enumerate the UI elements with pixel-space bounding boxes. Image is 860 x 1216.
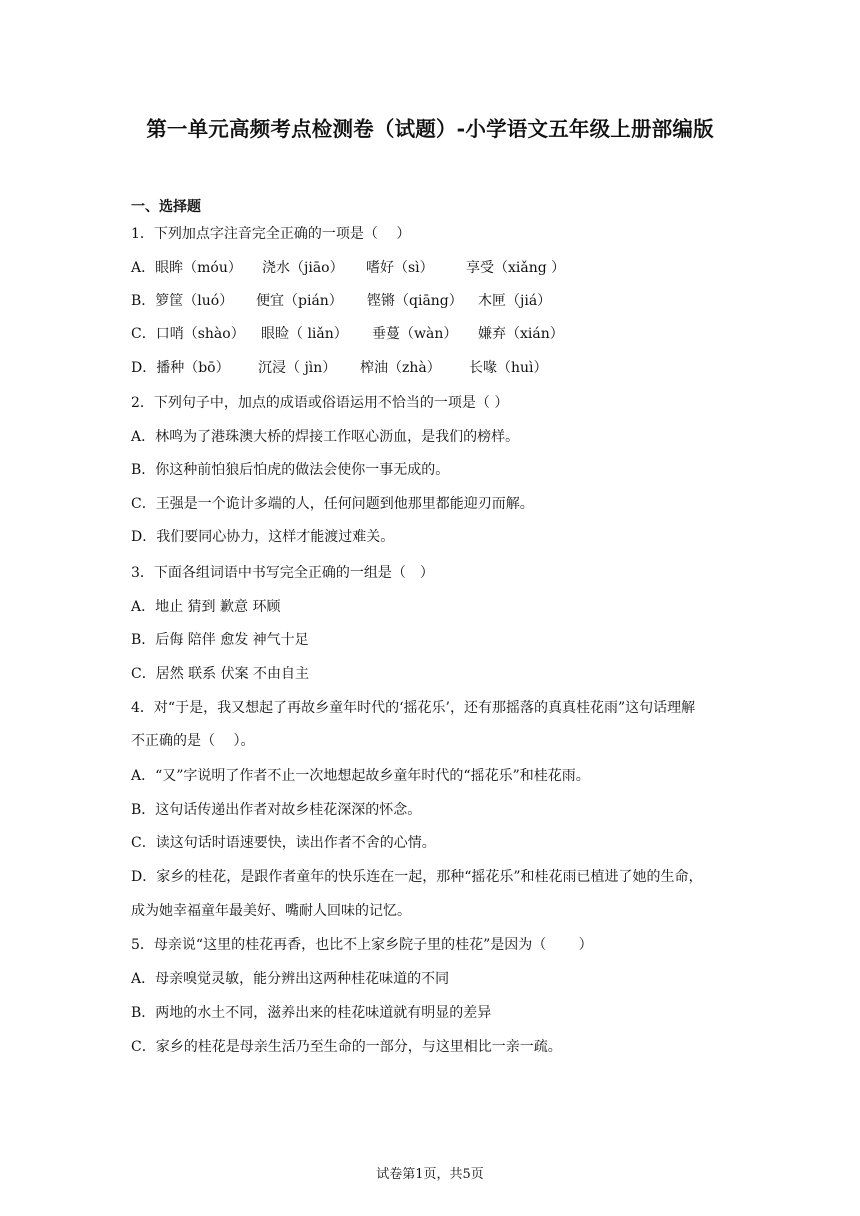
question-5-stem: 5．母亲说“这里的桂花再香，也比不上家乡院子里的桂花”是因为（ ） xyxy=(131,937,593,953)
page-title: 第一单元高频考点检测卷（试题）-小学语文五年级上册部编版 xyxy=(146,117,714,141)
option-d-word-3: 榨油（zhà） xyxy=(360,360,441,376)
question-1-option-a xyxy=(131,258,565,278)
option-b-word-3: 铿锵（qiāng） xyxy=(367,293,463,309)
question-2-option-a: A．林鸣为了港珠澳大桥的焊接工作呕心沥血，是我们的榜样。 xyxy=(131,429,520,445)
question-4-stem-line-1: 4．对“于是，我又想起了再故乡童年时代的‘摇花乐’，还有那摇落的真真桂花雨”这句话理解 xyxy=(131,700,696,716)
option-d-word-4: 长喙（huì） xyxy=(469,360,548,376)
question-4-option-c: C．读这句话时语速要快，读出作者不舍的心情。 xyxy=(131,835,436,851)
option-b-word-4: 木匣（jiá） xyxy=(478,293,552,309)
option-c-word-4: 嫌弃（xián） xyxy=(478,326,564,342)
question-4-option-d-line-2: 成为她幸福童年最美好、嘴耐人回味的记忆。 xyxy=(131,903,411,919)
option-a-word-1: A．眼眸（móu） xyxy=(131,260,242,276)
option-d-word-2: 沉浸（ jìn） xyxy=(258,360,337,376)
question-4-option-a: A．“又”字说明了作者不止一次地想起故乡童年时代的“摇花乐”和桂花雨。 xyxy=(131,768,590,784)
question-2-option-c: C．王强是一个诡计多端的人，任何问题到他那里都能迎刃而解。 xyxy=(131,496,534,512)
option-c-word-1: C．口哨（shào） xyxy=(131,326,245,342)
question-5-option-b: B．两地的水土不同，滋养出来的桂花味道就有明显的差异 xyxy=(131,1005,492,1021)
question-1-option-c xyxy=(131,324,564,344)
question-4-option-b: B．这句话传递出作者对故乡桂花深深的怀念。 xyxy=(131,802,422,818)
option-d-word-1: D．播种（bō） xyxy=(131,360,230,376)
question-1-option-d xyxy=(131,358,548,378)
question-3-option-c: C．居然 联系 伏案 不由自主 xyxy=(131,666,310,682)
question-5-option-c: C．家乡的桂花是母亲生活乃至生命的一部分，与这里相比一亲一疏。 xyxy=(131,1039,562,1055)
question-4-stem-line-2: 不正确的是（ ）。 xyxy=(131,733,255,749)
question-2-stem: 2．下列句子中，加点的成语或俗语运用不恰当的一项是（ ） xyxy=(131,395,509,411)
question-2-option-d: D．我们要同心协力，这样才能渡过难关。 xyxy=(131,529,395,545)
question-1-stem: 1．下列加点字注音完全正确的一项是（ ） xyxy=(131,226,411,242)
option-c-word-2: 眼睑（ liǎn） xyxy=(261,326,348,342)
option-a-word-4: 享受（xiǎng ） xyxy=(466,260,566,276)
option-c-word-3: 垂蔓（wàn） xyxy=(372,326,458,342)
option-b-word-2: 便宜（pián） xyxy=(256,293,343,309)
question-3-option-b: B．后侮 陪伴 愈发 神气十足 xyxy=(131,632,309,648)
section-heading: 一、选择题 xyxy=(131,199,201,215)
option-a-word-3: 嗜好（sì） xyxy=(366,260,434,276)
option-b-word-1: B．箩筐（luó） xyxy=(131,293,234,309)
page-footer: 试卷第1页，共5页 xyxy=(376,1167,484,1182)
question-3-option-a: A．地止 猜到 歉意 环顾 xyxy=(131,599,281,615)
question-4-option-d-line-1: D．家乡的桂花，是跟作者童年的快乐连在一起，那种“摇花乐”和桂花雨已植进了她的生命， xyxy=(131,869,703,885)
question-2-option-b: B．你这种前怕狼后怕虎的做法会使你一事无成的。 xyxy=(131,462,450,478)
question-5-option-a: A．母亲嗅觉灵敏，能分辨出这两种桂花味道的不同 xyxy=(131,971,450,987)
question-1-option-b xyxy=(131,291,551,311)
option-a-word-2: 浇水（jiāo） xyxy=(262,260,344,276)
question-3-stem: 3．下面各组词语中书写完全正确的一组是（ ） xyxy=(131,565,434,581)
